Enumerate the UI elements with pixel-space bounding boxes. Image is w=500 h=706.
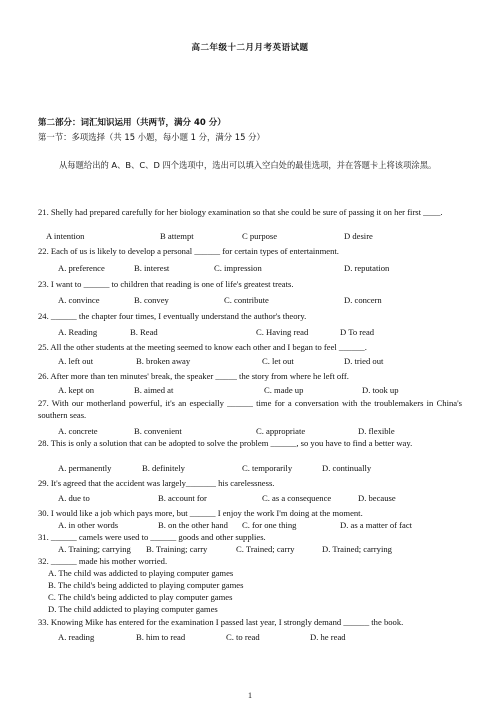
option-d[interactable]: D. continually xyxy=(322,463,372,473)
option-b[interactable]: B attempt xyxy=(160,231,194,241)
option-b[interactable]: B. account for xyxy=(158,493,207,503)
question-options xyxy=(46,230,456,242)
option-d[interactable]: D. tried out xyxy=(344,356,384,366)
page-number: 1 xyxy=(248,691,252,700)
option-a[interactable]: A. The child was addicted to playing computer games xyxy=(48,568,234,578)
option-b[interactable]: B. convey xyxy=(134,295,169,305)
question-stem: 30. I would like a job which pays more, but ______ I enjoy the work I'm doing at the moment. xyxy=(38,508,363,518)
option-c[interactable]: C. to read xyxy=(226,632,260,642)
option-b[interactable]: B. on the other hand xyxy=(158,520,228,530)
option-a[interactable]: A. Training; carrying xyxy=(58,544,131,554)
option-d[interactable]: D To read xyxy=(340,327,375,337)
option-b[interactable]: B. aimed at xyxy=(134,385,174,395)
question-stem: 22. Each of us is likely to develop a personal ______ for certain types of entertainment. xyxy=(38,246,339,256)
question-options xyxy=(58,294,468,306)
question-stem: 27. With our motherland powerful, it's an especially ______ time for a conversation with the troublemakers in China's southern seas. xyxy=(38,398,462,420)
option-b[interactable]: B. him to read xyxy=(136,632,186,642)
question-options xyxy=(58,492,468,504)
question-stem: 28. This is only a solution that can be adopted to solve the problem ______, so you have to find a better way. xyxy=(38,438,413,448)
option-a[interactable]: A. permanently xyxy=(58,463,112,473)
option-d[interactable]: D. took up xyxy=(362,385,399,395)
option-b[interactable]: B. Training; carry xyxy=(146,544,208,554)
option-c[interactable]: C. as a consequence xyxy=(262,493,332,503)
option-a[interactable]: A. in other words xyxy=(58,520,119,530)
option-a[interactable]: A. due to xyxy=(58,493,90,503)
option-c[interactable]: C. for one thing xyxy=(242,520,297,530)
question-options xyxy=(58,519,468,531)
question-options xyxy=(58,462,468,474)
option-a[interactable]: A. preference xyxy=(58,263,105,273)
option-d[interactable]: D. reputation xyxy=(344,263,390,273)
option-b[interactable]: B. Read xyxy=(130,327,158,337)
option-d[interactable]: D. because xyxy=(358,493,396,503)
option-c[interactable]: C. impression xyxy=(214,263,262,273)
option-b[interactable]: B. definitely xyxy=(142,463,185,473)
option-d[interactable]: D. flexible xyxy=(358,426,395,436)
option-d[interactable]: D. he read xyxy=(310,632,346,642)
question-stem: 25. All the other students at the meeting seemed to know each other and I began to feel ______. xyxy=(38,342,367,352)
option-a[interactable]: A intention xyxy=(46,231,85,241)
question-stem: 31. ______ camels were used to ______ goods and other supplies. xyxy=(38,532,266,542)
option-c[interactable]: C. The child's being addicted to play computer games xyxy=(48,592,233,602)
option-d[interactable]: D. as a matter of fact xyxy=(340,520,413,530)
option-c[interactable]: C. made up xyxy=(264,385,304,395)
option-a[interactable]: A. concrete xyxy=(58,426,98,436)
option-d[interactable]: D. The child addicted to playing computer games xyxy=(48,604,218,614)
question-options xyxy=(58,425,468,437)
section-heading: 第二部分：词汇知识运用（共两节，满分 40 分） xyxy=(38,118,226,128)
question-options xyxy=(58,543,468,555)
question-options xyxy=(58,326,468,338)
page-title: 高二年级十二月月考英语试题 xyxy=(191,43,309,53)
instructions: 从每题给出的 A、B、C、D 四个选项中，选出可以填入空白处的最佳选项，并在答题卡上将该项涂黑。 xyxy=(59,160,437,170)
option-c[interactable]: C. contribute xyxy=(224,295,269,305)
question-stem: 24. ______ the chapter four times, I eventually understand the author's theory. xyxy=(38,311,307,321)
option-a[interactable]: A. reading xyxy=(58,632,95,642)
option-a[interactable]: A. Reading xyxy=(58,327,98,337)
option-c[interactable]: C. let out xyxy=(262,356,294,366)
question-stem: 29. It's agreed that the accident was largely_______ his carelessness. xyxy=(38,478,275,488)
option-c[interactable]: C. temporarily xyxy=(242,463,293,473)
question-stem: 26. After more than ten minutes' break, the speaker _____ the story from where he left off. xyxy=(38,371,349,381)
question-options xyxy=(58,355,468,367)
option-d[interactable]: D. concern xyxy=(344,295,382,305)
option-a[interactable]: A. convince xyxy=(58,295,100,305)
option-c[interactable]: C. Having read xyxy=(256,327,309,337)
option-a[interactable]: A. kept on xyxy=(58,385,95,395)
option-d[interactable]: D. Trained; carrying xyxy=(322,544,392,554)
question-stem: 23. I want to ______ to children that reading is one of life's greatest treats. xyxy=(38,279,294,289)
option-b[interactable]: B. convenient xyxy=(134,426,182,436)
option-b[interactable]: B. interest xyxy=(134,263,170,273)
question-options xyxy=(58,631,468,643)
question-stem: 32. ______ made his mother worried. xyxy=(38,556,168,566)
option-a[interactable]: A. left out xyxy=(58,356,94,366)
option-c[interactable]: C. Trained; carry xyxy=(236,544,295,554)
question-options xyxy=(58,262,468,274)
option-b[interactable]: B. broken away xyxy=(136,356,191,366)
question-options xyxy=(58,384,468,396)
option-d[interactable]: D desire xyxy=(344,231,373,241)
option-b[interactable]: B. The child's being addicted to playing computer games xyxy=(48,580,244,590)
subsection-heading: 第一节：多项选择（共 15 小题，每小题 1 分，满分 15 分） xyxy=(38,132,265,142)
option-c[interactable]: C purpose xyxy=(242,231,278,241)
option-c[interactable]: C. appropriate xyxy=(256,426,306,436)
question-stem: 33. Knowing Mike has entered for the examination I passed last year, I strongly demand ______ the book. xyxy=(38,617,404,627)
question-stem: 21. Shelly had prepared carefully for her biology examination so that she could be sure of passing it on her first ____. xyxy=(38,207,443,217)
